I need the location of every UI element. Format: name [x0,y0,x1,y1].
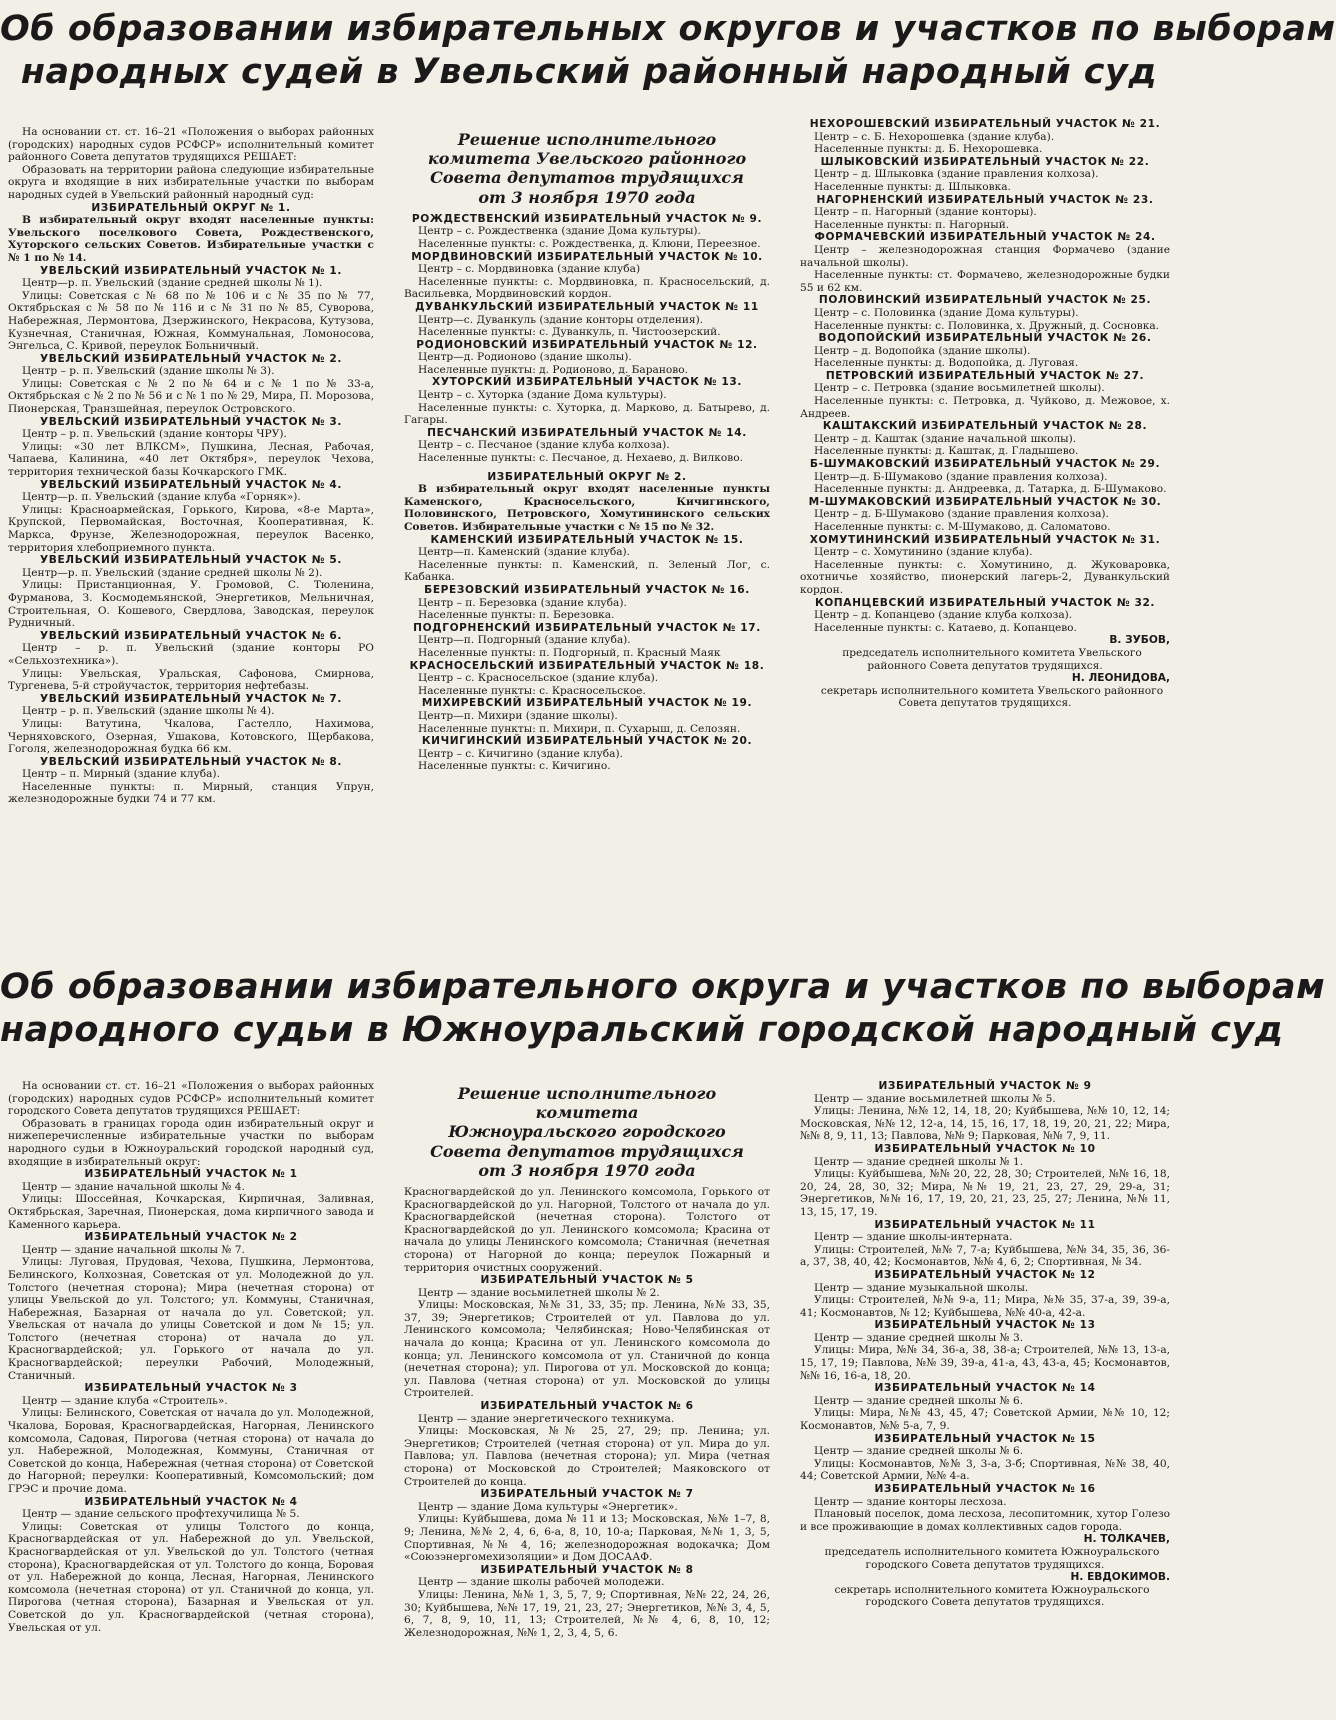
precinct-text: Центр—п. Михири (здание школы). [418,709,618,722]
precinct-text: Населенные пункты: с. Мордвиновка, п. Красносельский, д. Васильевка, Мордвиновский кордон. [404,275,770,301]
precinct-text: Центр – д. Б-Шумаково (здание правления колхоза). [814,508,1109,521]
precinct-text: Центр—р. п. Увельский (здание средней школы № 2). [22,566,323,579]
precinct-text: Центр – р. п. Увельский (здание школы № 4). [22,705,275,718]
precinct-heading: УВЕЛЬСКИЙ ИЗБИРАТЕЛЬНЫЙ УЧАСТОК № 2. [40,352,342,365]
precinct-text: Центр—с. Дуванкуль (здание конторы отделения). [418,313,704,326]
precinct-heading: ИЗБИРАТЕЛЬНЫЙ УЧАСТОК № 15 [874,1432,1096,1445]
precinct-heading: МОРДВИНОВСКИЙ ИЗБИРАТЕЛЬНЫЙ УЧАСТОК № 10. [411,250,763,263]
precinct-text: Центр – с. Хомутинино (здание клуба). [814,546,1033,559]
article1-okrug2-text: В избирательный округ входят населенные пункты Каменского, Красносельского, Кичигинского, Половинского, Петровского, Хомутининского сельских Советов. Избирательные участки с № 15 по № 32. [404,483,770,533]
precinct-heading: ХУТОРСКИЙ ИЗБИРАТЕЛЬНЫЙ УЧАСТОК № 13. [432,376,742,389]
precinct-text: Населенные пункты: с. Хуторка, д. Марково, д. Батырево, д. Гагары. [404,401,770,427]
precinct-text: Улицы: Ватутина, Чкалова, Гастелло, Нахимова, Черняховского, Озерная, Ушакова, Котовского, Щербакова, Гоголя, железнодорожная будка 66 км. [8,717,374,756]
precinct-heading: ИЗБИРАТЕЛЬНЫЙ УЧАСТОК № 12 [874,1268,1096,1281]
article2-signature1-name: Н. ТОЛКАЧЕВ, [1083,1533,1170,1546]
article1-col2b-sections [404,534,770,773]
precinct-text: Улицы: Строителей, №№ 9-а, 11; Мира, №№ 35, 37-а, 39, 39-а, 41; Космонавтов, № 12; Куйбышева, №№ 40-а, 42-а. [800,1294,1170,1319]
precinct-text: Населенные пункты: п. Нагорный. [814,218,1010,231]
precinct-text: Населенные пункты: с. Рождественка, д. Клюни, Переезное. [418,237,761,250]
precinct-heading: ИЗБИРАТЕЛЬНЫЙ УЧАСТОК № 5 [480,1274,694,1287]
article2-signature2-role: секретарь исполнительного комитета Южноуральского городского Совета депутатов трудящихся. [834,1583,1150,1609]
precinct-heading: УВЕЛЬСКИЙ ИЗБИРАТЕЛЬНЫЙ УЧАСТОК № 7. [40,692,342,705]
precinct-text: Улицы: Строителей, №№ 7, 7-а; Куйбышева, №№ 34, 35, 36, 36-а, 37, 38, 40, 42; Космонавтов, №№ 4, 6, 2; Спортивная, № 34. [800,1243,1170,1269]
precinct-text: Центр – р. п. Увельский (здание школы № 3). [22,365,275,378]
precinct-text: Центр – с. Песчаное (здание клуба колхоза). [418,439,670,452]
article1-okrug1-text: В избирательный округ входят населенные пункты: Увельского поселкового Совета, Рождественского, Хуторского сельских Советов. Избирательные участки с № 1 по № 14. [8,214,374,264]
article1-signature1-role: председатель исполнительного комитета Увельского районного Совета депутатов трудящихся. [842,646,1142,672]
precinct-text: Центр — здание энергетического техникума. [418,1412,675,1425]
precinct-heading: М-ШУМАКОВСКИЙ ИЗБИРАТЕЛЬНЫЙ УЧАСТОК № 30. [808,495,1162,508]
precinct-heading: ИЗБИРАТЕЛЬНЫЙ УЧАСТОК № 13 [874,1319,1096,1332]
article2-decision-line2: Южноуральского городского [448,1122,726,1142]
precinct-heading: ДУВАНКУЛЬСКИЙ ИЗБИРАТЕЛЬНЫЙ УЧАСТОК № 11 [415,300,759,313]
precinct-text: Центр – с. Б. Нехорошевка (здание клуба). [814,130,1055,143]
precinct-heading: ИЗБИРАТЕЛЬНЫЙ УЧАСТОК № 16 [874,1483,1096,1495]
precinct-text: Улицы: Космонавтов, №№ 3, 3-а, 3-б; Спортивная, №№ 38, 40, 44; Советской Армии, №№ 4-а. [800,1457,1170,1483]
article1-decision-line2: комитета Увельского районного [427,149,747,169]
precinct-text: Населенные пункты: д. Каштак, д. Гладышево. [814,445,1079,458]
precinct-heading: УВЕЛЬСКИЙ ИЗБИРАТЕЛЬНЫЙ УЧАСТОК № 8. [40,755,342,768]
precinct-text: Центр — здание восьмилетней школы № 5. [814,1092,1056,1105]
precinct-heading: РОЖДЕСТВЕНСКИЙ ИЗБИРАТЕЛЬНЫЙ УЧАСТОК № 9. [411,212,763,225]
article2-col1-sections [8,1168,374,1634]
precinct-text: Центр – с. Половинка (здание Дома культуры). [814,306,1079,319]
precinct-heading: МИХИРЕВСКИЙ ИЗБИРАТЕЛЬНЫЙ УЧАСТОК № 19. [421,697,753,710]
precinct-text: Населенные пункты: с. Катаево, д. Копанцево. [814,621,1077,634]
article2-decision-line4: от 3 ноября 1970 года [478,1160,696,1180]
precinct-text: Населенные пункты: с. Кичигино. [418,760,611,773]
precinct-heading: ПОЛОВИНСКИЙ ИЗБИРАТЕЛЬНЫЙ УЧАСТОК № 25. [818,294,1152,307]
precinct-heading: ИЗБИРАТЕЛЬНЫЙ УЧАСТОК № 2 [84,1231,298,1244]
precinct-heading: КОПАНЦЕВСКИЙ ИЗБИРАТЕЛЬНЫЙ УЧАСТОК № 32. [814,596,1156,609]
precinct-text: Центр—р. п. Увельский (здание клуба «Горняк»). [22,491,301,504]
precinct-text: Населенные пункты: ст. Формачево, железнодорожные будки 55 и 62 км. [800,269,1170,294]
precinct-text: Центр—п. Каменский (здание клуба). [418,546,631,559]
article2-headline [0,966,1326,1051]
article1-headline-line1: Об образовании избирательных округов и участков по выборам [0,9,1336,49]
precinct-text: Центр – д. Каштак (здание начальной школы). [814,432,1077,445]
precinct-heading: УВЕЛЬСКИЙ ИЗБИРАТЕЛЬНЫЙ УЧАСТОК № 5. [40,554,342,567]
article2-signature1-role: председатель исполнительного комитета Южноуральского городского Совета депутатов трудящихся. [824,1545,1160,1571]
precinct-text: Центр — здание музыкальной школы. [814,1281,1029,1294]
article1-column-1 [8,126,374,946]
precinct-text: Улицы: Белинского, Советская от начала до ул. Молодежной, Чкалова, Боровая, Красногвардейская, Нагорная, Ленинского комсомола, Садовая, Пирогова (четная сторона) от начала до ул. Набережной, Молодежная, Коммуны, Станичная от Советской до конца, Набережная (четная сторона) от Советской до Нагорной; переулки: Кооперативный, Комсомольский; дом ГРЭС и прочие дома. [8,1407,374,1495]
precinct-text: Населенные пункты: с. Дуванкуль, п. Чистоозерский. [418,326,721,339]
precinct-heading: КАМЕНСКИЙ ИЗБИРАТЕЛЬНЫЙ УЧАСТОК № 15. [430,533,744,546]
article1-headline [0,8,1336,93]
precinct-text: Центр – р. п. Увельский (здание конторы ЧРУ). [22,428,287,441]
precinct-heading: ПОДГОРНЕНСКИЙ ИЗБИРАТЕЛЬНЫЙ УЧАСТОК № 17. [413,621,761,634]
article2-intro: На основании ст. ст. 16–21 «Положения о выборах районных (городских) народных судов РСФСР» исполнительный комитет городского Совета депутатов трудящихся РЕШАЕТ: [8,1080,374,1118]
article1-intro: На основании ст. ст. 16–21 «Положения о выборах районных (городских) народных судов РСФСР» исполнительный комитет районного Совета депутатов трудящихся РЕШАЕТ: [8,126,374,164]
article2-signature2-name: Н. ЕВДОКИМОВ. [1070,1571,1170,1584]
precinct-text: Центр — здание начальной школы № 4. [22,1180,245,1193]
precinct-heading: ИЗБИРАТЕЛЬНЫЙ УЧАСТОК № 11 [874,1218,1096,1231]
precinct-heading: НАГОРНЕНСКИЙ ИЗБИРАТЕЛЬНЫЙ УЧАСТОК № 23. [816,193,1154,206]
precinct-text: Населенные пункты: д. Шлыковка. [814,180,1011,193]
precinct-heading: УВЕЛЬСКИЙ ИЗБИРАТЕЛЬНЫЙ УЧАСТОК № 1. [40,264,342,277]
article1-signature2-role: секретарь исполнительного комитета Увельского районного Совета депутатов трудящихся. [820,684,1164,710]
precinct-heading: НЕХОРОШЕВСКИЙ ИЗБИРАТЕЛЬНЫЙ УЧАСТОК № 21. [809,118,1161,130]
precinct-text: Центр — здание сельского профтехучилища № 5. [22,1508,300,1521]
precinct-text: Центр — здание средней школы № 6. [814,1394,1024,1407]
precinct-text: Центр — здание конторы лесхоза. [814,1495,1007,1508]
precinct-heading: УВЕЛЬСКИЙ ИЗБИРАТЕЛЬНЫЙ УЧАСТОК № 4. [40,478,342,491]
precinct-text: Улицы: Пристанционная, У. Громовой, С. Тюленина, Фурманова, З. Космодемьянской, Энергетиков, Мельничная, Строительная, О. Кошевого, Свердлова, Заводская, переулок Рудничный. [8,579,374,630]
precinct-heading: ВОДОПОЙСКИЙ ИЗБИРАТЕЛЬНЫЙ УЧАСТОК № 26. [818,332,1152,345]
precinct-text: Центр — здание восьмилетней школы № 2. [418,1286,660,1299]
precinct-heading: ПЕТРОВСКИЙ ИЗБИРАТЕЛЬНЫЙ УЧАСТОК № 27. [825,369,1145,382]
precinct-heading: ИЗБИРАТЕЛЬНЫЙ УЧАСТОК № 14 [874,1382,1096,1395]
precinct-text: Центр – с. Кичигино (здание клуба). [418,747,623,760]
article1-okrug1-title: ИЗБИРАТЕЛЬНЫЙ ОКРУГ № 1. [91,201,291,214]
precinct-text: Улицы: Куйбышева, №№ 20, 22, 28, 30; Строителей, №№ 16, 18, 20, 24, 28, 30, 32; Мира, №№ 19, 21, 23, 27, 29, 29-а, 31; Энергетиков, №№ 16, 17, 19, 20, 21, 23, 25, 27; Ленина, №№ 11, 13, 15, 17, 19. [800,1168,1170,1218]
precinct-heading: ФОРМАЧЕВСКИЙ ИЗБИРАТЕЛЬНЫЙ УЧАСТОК № 24. [814,231,1156,244]
precinct-text: Населенные пункты: п. Подгорный, п. Красный Маяк [418,646,721,659]
precinct-text: Населенные пункты: п. Березовка. [418,609,615,622]
article1-decision [404,130,770,207]
precinct-text: Центр – с. Хуторка (здание Дома культуры). [418,389,667,402]
precinct-heading: ИЗБИРАТЕЛЬНЫЙ УЧАСТОК № 10 [874,1142,1096,1155]
precinct-text: Центр – железнодорожная станция Формачево (здание начальной школы). [800,243,1170,269]
article2-intro2: Образовать в границах города один избирательный округ и нижеперечисленные избирательные участки по выборам народного судьи в Южноуральский городской народный суд, входящие в избирательный округ: [8,1117,374,1168]
article1-signature2-name: Н. ЛЕОНИДОВА, [1071,672,1170,685]
article1-decision-line4: от 3 ноября 1970 года [478,187,696,207]
precinct-text: Центр – р. п. Увельский (здание конторы РО «Сельхозтехника»). [8,642,374,667]
article1-column-3 [800,118,1170,952]
precinct-text: Улицы: Ленина, №№ 1, 3, 5, 7, 9; Спортивная, №№ 22, 24, 26, 30; Куйбышева, №№ 17, 19, 21, 23, 27; Энергетиков, №№ 3, 4, 5, 6, 7, 8, 9, 10, 11, 13; Строителей, №№ 4, 6, 8, 10, 12; Железнодорожная, №№ 1, 2, 3, 4, 5, 6. [404,1588,770,1639]
article2-decision-line1: Решение исполнительного комитета [457,1084,717,1123]
article2-column-3 [800,1080,1170,1716]
precinct-heading: ИЗБИРАТЕЛЬНЫЙ УЧАСТОК № 6 [480,1400,694,1413]
precinct-heading: БЕРЕЗОВСКИЙ ИЗБИРАТЕЛЬНЫЙ УЧАСТОК № 16. [424,583,750,596]
article2-headline-line2: народного судьи в Южноуральский городской народный суд [0,1009,1284,1050]
precinct-text: Центр—р. п. Увельский (здание средней школы № 1). [22,277,323,290]
precinct-heading: ИЗБИРАТЕЛЬНЫЙ УЧАСТОК № 3 [84,1382,298,1395]
article1-okrug2-title: ИЗБИРАТЕЛЬНЫЙ ОКРУГ № 2. [487,470,687,483]
precinct-text: Центр – п. Нагорный (здание конторы). [814,206,1037,219]
precinct-heading: КАШТАКСКИЙ ИЗБИРАТЕЛЬНЫЙ УЧАСТОК № 28. [822,420,1148,433]
precinct-text: Центр – с. Мордвиновка (здание клуба) [418,263,641,276]
precinct-heading: Б-ШУМАКОВСКИЙ ИЗБИРАТЕЛЬНЫЙ УЧАСТОК № 29. [809,458,1161,471]
precinct-heading: ИЗБИРАТЕЛЬНЫЙ УЧАСТОК № 8 [480,1563,694,1576]
precinct-text: Центр — здание школы-интерната. [814,1231,1013,1244]
article1-col1-sections [8,265,374,807]
precinct-text: Центр—д. Б-Шумаково (здание правления колхоза). [814,470,1108,483]
precinct-text: Улицы: «30 лет ВЛКСМ», Пушкина, Лесная, Рабочая, Чапаева, Калинина, «40 лет Октября», переулок Чехова, территория технической базы Кочкарского ГМК. [8,440,374,479]
article2-column-1 [8,1080,374,1716]
precinct-heading: ХОМУТИНИНСКИЙ ИЗБИРАТЕЛЬНЫЙ УЧАСТОК № 31. [809,533,1161,546]
article2-col2-intro: Красногвардейской до ул. Ленинского комсомола, Горького от Красногвардейской до ул. Нагорной, Толстого от начала до ул. Красногвардейской (нечетная сторона). Толстого от Красногвардейской до ул. Ленинского комсомола; Красина от начала до улицы Ленинского комсомола; Станичная (нечетная сторона) от Нагорной до конца; переулок Пожарный и территория очистных сооружений. [404,1185,770,1274]
article2-col2-sections [404,1274,770,1639]
article1-decision-line3: Совета депутатов трудящихся [430,168,744,188]
precinct-text: Центр – с. Рождественка (здание Дома культуры). [418,225,701,238]
precinct-heading: ИЗБИРАТЕЛЬНЫЙ УЧАСТОК № 7 [480,1488,694,1501]
precinct-text: Центр – д. Водопойка (здание школы). [814,344,1031,357]
article2-col3-sections [800,1080,1170,1533]
article2-decision [404,1084,770,1180]
precinct-heading: РОДИОНОВСКИЙ ИЗБИРАТЕЛЬНЫЙ УЧАСТОК № 12. [416,338,758,351]
precinct-text: Улицы: Куйбышева, дома № 11 и 13; Московская, №№ 1–7, 8, 9; Ленина, №№ 2, 4, 6, 6-а, 8, 10, 10-а; Парковая, №№ 1, 3, 5, Спортивная, №№ 4, 16; железнодорожная водокачка; Дом «Союзэнергомехизоляции» и Дом ДОСААФ. [404,1513,770,1564]
article1-intro2: Образовать на территории района следующие избирательные округа и входящие в них избирательные участки по выборам народных судей в Увельский районный народный суд: [8,163,374,201]
precinct-heading: КРАСНОСЕЛЬСКИЙ ИЗБИРАТЕЛЬНЫЙ УЧАСТОК № 18. [409,659,765,672]
precinct-text: Улицы: Красноармейская, Горького, Кирова, «8-е Марта», Крупской, Первомайская, Восточная, Кооперативная, К. Маркса, Фрунзе, Железнодорожная, переулок Васенко, территория хлебоприемного пункта. [8,503,374,554]
precinct-text: Центр — здание клуба «Строитель». [22,1394,228,1407]
precinct-heading: УВЕЛЬСКИЙ ИЗБИРАТЕЛЬНЫЙ УЧАСТОК № 6. [40,629,342,642]
precinct-heading: УВЕЛЬСКИЙ ИЗБИРАТЕЛЬНЫЙ УЧАСТОК № 3. [40,415,342,428]
precinct-text: Центр — здание школы рабочей молодежи. [418,1576,665,1589]
precinct-text: Центр—д. Родионово (здание школы). [418,351,632,364]
article1-col3-sections [800,118,1170,634]
precinct-text: Населенные пункты: с. Песчаное, д. Нехаево, д. Вилково. [418,452,743,465]
precinct-text: Центр – д. Копанцево (здание клуба колхоза). [814,609,1073,622]
precinct-text: Улицы: Мира, №№ 34, 36-а, 38, 38-а; Строителей, №№ 13, 13-а, 15, 17, 19; Павлова, №№ 39, 39-а, 41-а, 43, 43-а, 45; Космонавтов, №№ 16, 16-а, 18, 20. [800,1344,1170,1382]
precinct-text: Улицы: Советская с № 2 по № 64 и с № 1 по № 33-а, Октябрьская с № 2 по № 56 и с № 1 по № 29, Мира, П. Морозова, Пионерская, Транзшейная, переулок Островского. [8,377,374,416]
precinct-heading: ИЗБИРАТЕЛЬНЫЙ УЧАСТОК № 1 [84,1168,298,1181]
article2-decision-line3: Совета депутатов трудящихся [430,1141,744,1161]
precinct-text: Населенные пункты: с. М-Шумаково, д. Саломатово. [814,521,1111,533]
precinct-text: Центр – п. Мирный (здание клуба). [22,768,220,781]
precinct-text: Улицы: Шоссейная, Кочкарская, Кирпичная, Заливная, Октябрьская, Заречная, Пионерская, дома кирпичного завода и Каменного карьера. [8,1193,374,1231]
precinct-heading: ИЗБИРАТЕЛЬНЫЙ УЧАСТОК № 4 [84,1495,298,1508]
precinct-text: Улицы: Советская от улицы Толстого до конца, Красногвардейская от ул. Набережной до ул. Увельской, Красногвардейская от ул. Увельской до ул. Толстого (четная сторона), Красногвардейская от ул. Толстого до конца, Боровая от ул. Набережной до конца, Лесная, Нагорная, Ленинского комсомола (нечетная сторона) от ул. Станичной до конца, ул. Пирогова (четная сторона), Базарная и Увельская от ул. Советской до ул. Красногвардейской (четная сторона), Увельская от ул. [8,1520,374,1634]
precinct-text: Населенные пункты: д. Б. Нехорошевка. [814,143,1043,156]
article1-decision-line1: Решение исполнительного [457,130,717,149]
precinct-text: Улицы: Советская с № 68 по № 106 и с № 35 по № 77, Октябрьская с № 58 по № 116 и с № 31 по № 85, Суворова, Набережная, Лермонтова, Дзержинского, Некрасова, Кутузова, Кузнечная, Станичная, Южная, Коммунальная, Ломоносова, Энгельса, С. Кривой, переулок Больничный. [8,289,374,353]
precinct-text: Плановый поселок, дома лесхоза, лесопитомник, хутор Голезо и все проживающие в домах коллективных садов города. [800,1508,1170,1533]
precinct-text: Центр – с. Петровка (здание восьмилетней школы). [814,382,1105,395]
precinct-text: Улицы: Луговая, Прудовая, Чехова, Пушкина, Лермонтова, Белинского, Колхозная, Советская от ул. Молодежной до ул. Толстого (нечетная сторона); Мира (нечетная сторона) от улицы Увельской до ул. Толстого; ул. Коммуны, Станичная, Набережная, Базарная от начала до ул. Советской; ул. Увельская от начала до улицы Советской и дом № 15; ул. Толстого (нечетная сторона) от начала до ул. Красногвардейской; ул. Горького от начала до ул. Красногвардейской; переулки Рабочий, Молодежный, Станичный. [8,1256,374,1382]
precinct-text: Центр – д. Шлыковка (здание правления колхоза). [814,168,1099,181]
precinct-text: Населенные пункты: п. Каменский, п. Зеленый Лог, с. Кабанка. [404,558,770,584]
article2-headline-line1: Об образовании избирательного округа и участков по выборам [0,967,1326,1007]
precinct-text: Населенные пункты: п. Мирный, станция Упрун, железнодорожные будки 74 и 77 км. [8,780,374,806]
precinct-text: Улицы: Московская, №№ 31, 33, 35; пр. Ленина, №№ 33, 35, 37, 39; Энергетиков; Строителей от ул. Павлова до ул. Ленинского комсомола; Челябинская; Ново-Челябинская от начала до конца; Красина от ул. Ленинского комсомола до конца; ул. Ленинского комсомола от ул. Станичной до конца (нечетная сторона); ул. Пирогова от ул. Московской до конца; ул. Павлова (четная сторона) от ул. Московской до улицы Строителей. [404,1299,770,1400]
article1-column-2 [404,126,770,946]
article1-headline-line2: народных судей в Увельский районный народный суд [20,51,1158,92]
precinct-text: Улицы: Ленина, №№ 12, 14, 18, 20; Куйбышева, №№ 10, 12, 14; Московская, №№ 12, 12-а, 14, 15, 16, 17, 18, 19, 20, 21, 22; Мира, №№ 8, 9, 11, 13; Павлова, №№ 9; Парковая, №№ 7, 9, 11. [800,1105,1170,1143]
article2-column-2 [404,1080,770,1716]
precinct-heading: ШЛЫКОВСКИЙ ИЗБИРАТЕЛЬНЫЙ УЧАСТОК № 22. [820,155,1150,168]
precinct-text: Населенные пункты: п. Михири, п. Сухарыш, д. Селозян. [418,722,741,735]
precinct-text: Центр — здание Дома культуры «Энергетик». [418,1500,678,1513]
precinct-text: Улицы: Увельская, Уральская, Сафонова, Смирнова, Тургенева, 5-й стройучасток, территория нефтебазы. [8,667,374,693]
precinct-text: Населенные пункты: д. Родионово, д. Бараново. [418,363,688,376]
precinct-text: Улицы: Мира, №№ 43, 45, 47; Советской Армии, №№ 10, 12; Космонавтов, №№ 5-а, 7, 9. [800,1407,1170,1433]
precinct-text: Улицы: Московская, №№ 25, 27, 29; пр. Ленина; ул. Энергетиков; Строителей (четная сторона) от ул. Мира до ул. Павлова; ул. Павлова (нечетная сторона); ул. Мира (четная сторона) от Московской до Строителей; Маяковского от Строителей до конца. [404,1425,770,1488]
precinct-heading: КИЧИГИНСКИЙ ИЗБИРАТЕЛЬНЫЙ УЧАСТОК № 20. [421,735,753,748]
precinct-text: Населенные пункты: д. Андреевка, д. Татарка, д. Б-Шумаково. [814,483,1167,496]
precinct-text: Центр – п. Березовка (здание клуба). [418,596,627,609]
precinct-text: Центр — здание средней школы № 6. [814,1445,1024,1458]
precinct-heading: ПЕСЧАНСКИЙ ИЗБИРАТЕЛЬНЫЙ УЧАСТОК № 14. [427,426,747,439]
precinct-text: Населенные пункты: с. Половинка, х. Дружный, д. Сосновка. [814,319,1160,332]
precinct-text: Населенные пункты: с. Хомутинино, д. Жуковаровка, охотничье хозяйство, пионерский лагерь-2, Дуванкульский кордон. [800,558,1170,596]
precinct-text: Населенные пункты: с. Красносельское. [418,684,646,697]
precinct-text: Центр — здание средней школы № 1. [814,1155,1024,1168]
precinct-text: Центр — здание начальной школы № 7. [22,1243,245,1256]
article1-col2a-sections [404,213,770,465]
precinct-text: Центр — здание средней школы № 3. [814,1331,1024,1344]
precinct-text: Центр – с. Красносельское (здание клуба). [418,672,659,685]
article1-signature1-name: В. ЗУБОВ, [1109,634,1170,647]
precinct-heading: ИЗБИРАТЕЛЬНЫЙ УЧАСТОК № 9 [878,1080,1092,1092]
precinct-text: Населенные пункты: с. Петровка, д. Чуйково, д. Межовое, х. Андреев. [800,395,1170,420]
precinct-text: Центр—п. Подгорный (здание клуба). [418,634,631,647]
precinct-text: Населенные пункты: д. Водопойка, д. Луговая. [814,357,1079,370]
